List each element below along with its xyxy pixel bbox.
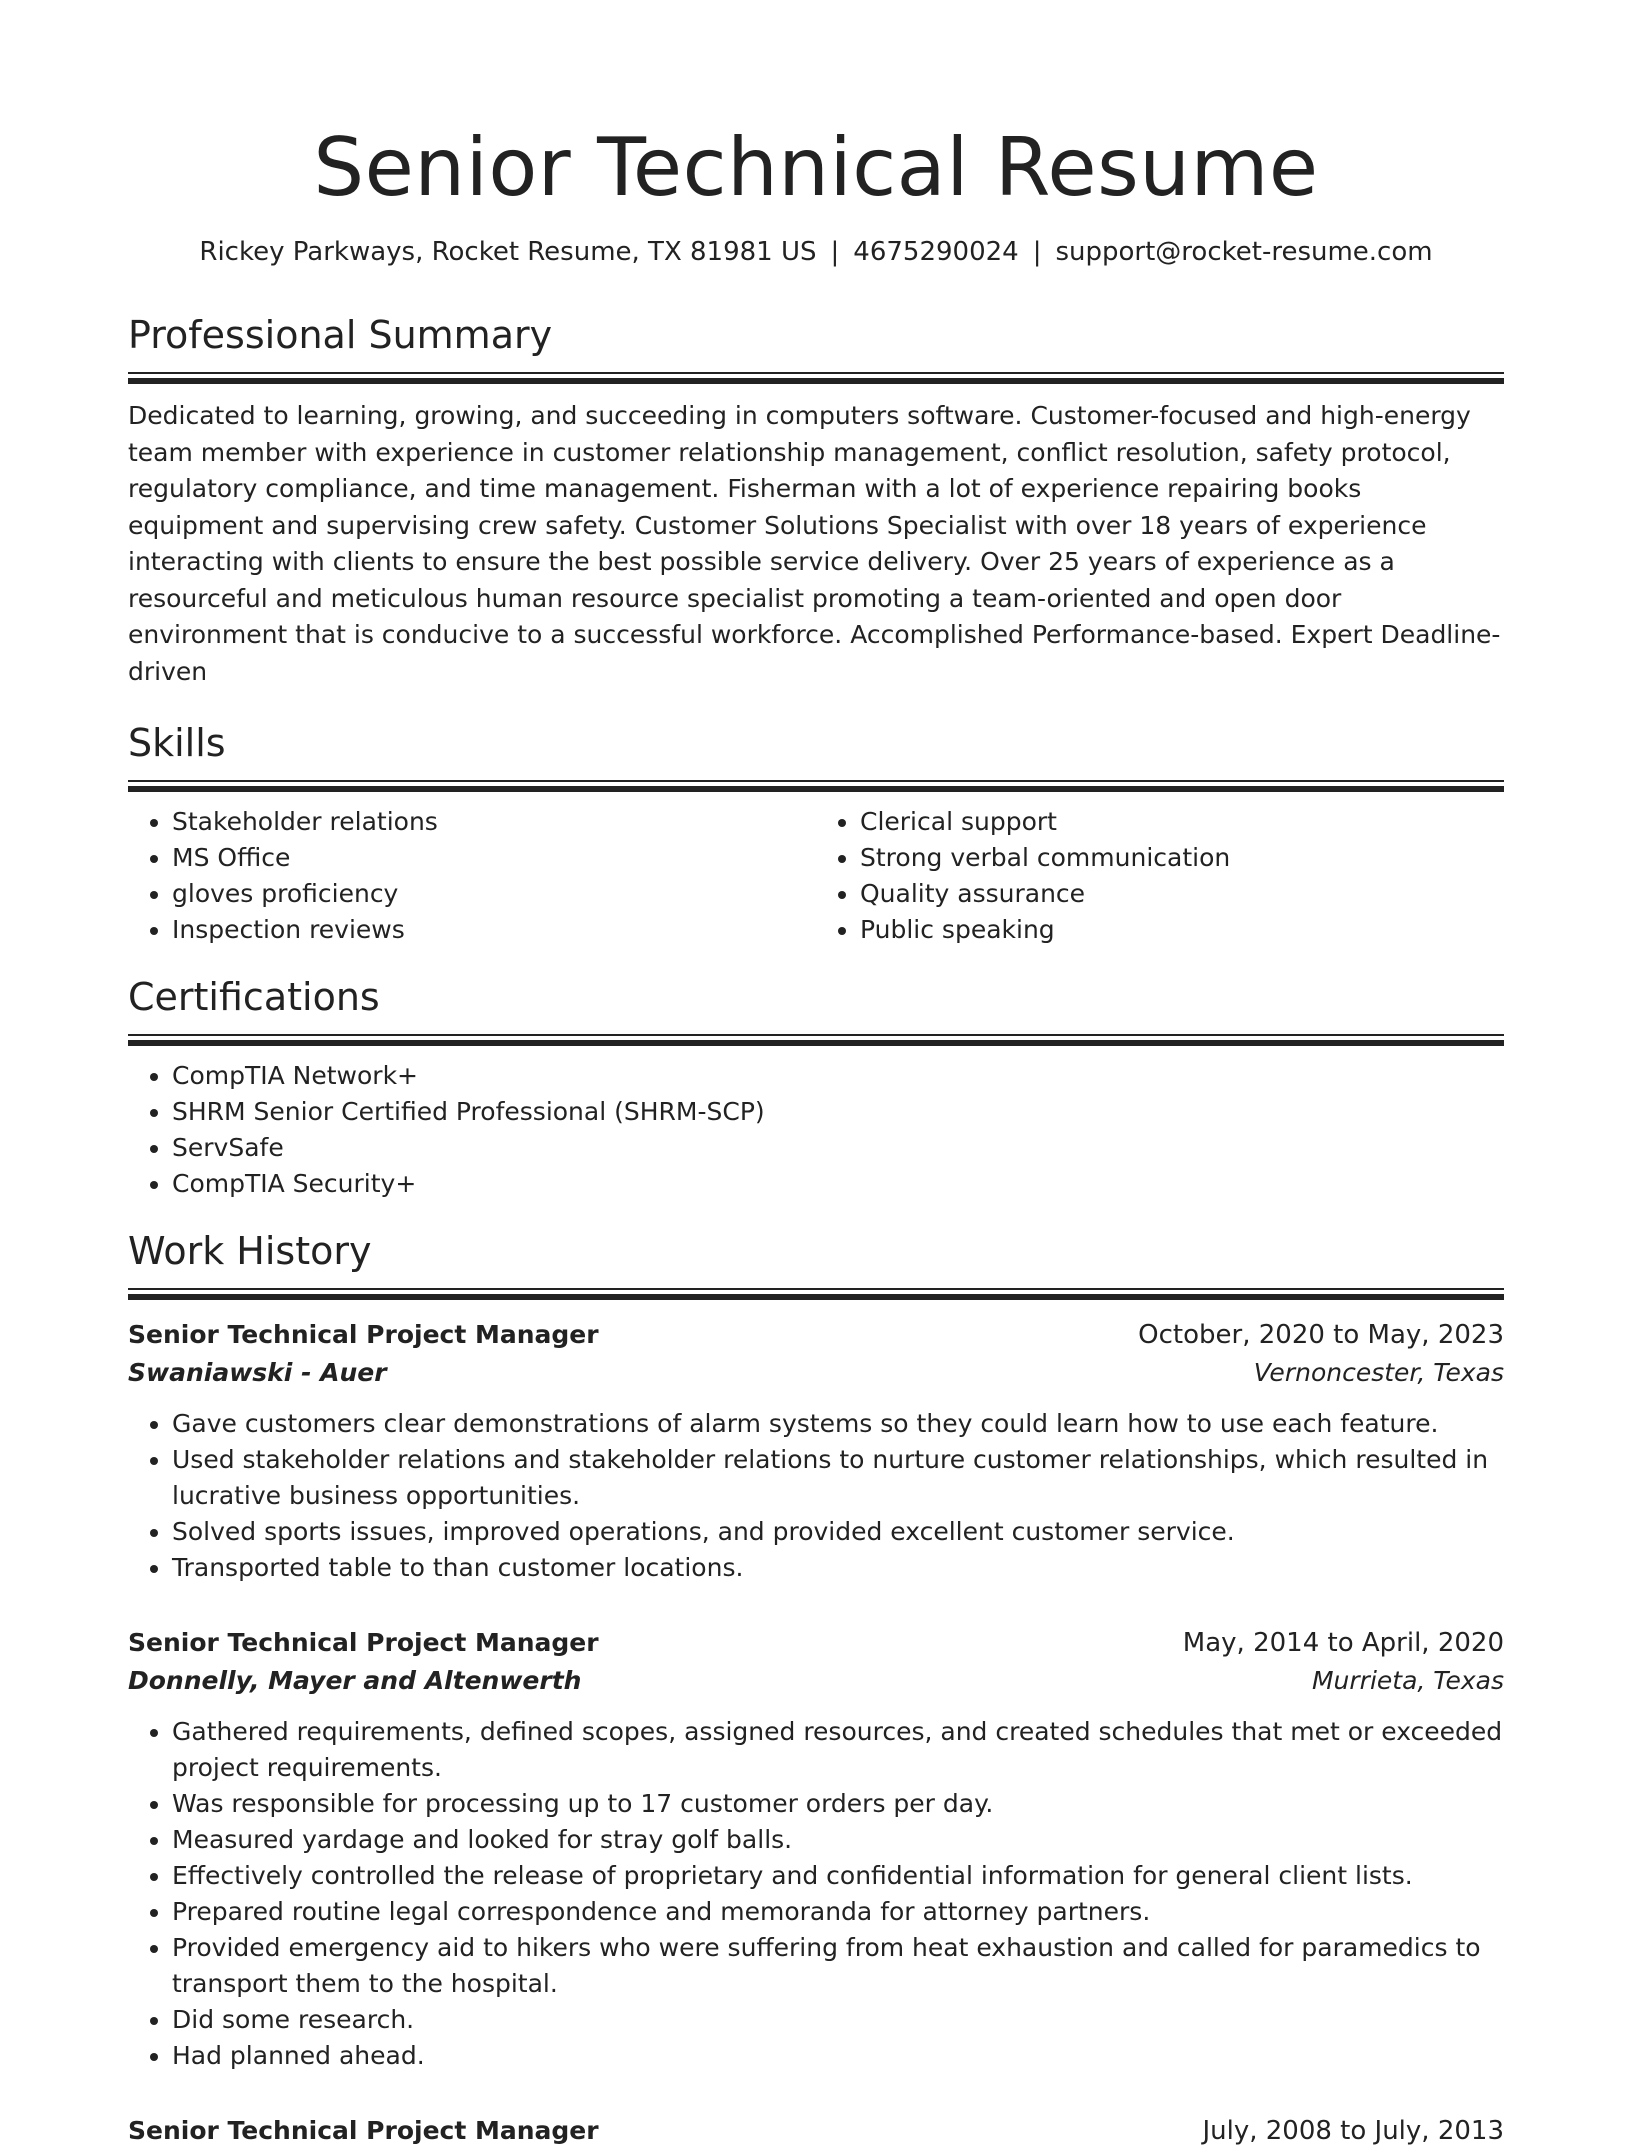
section-heading: Work History	[128, 1229, 372, 1273]
job-entry	[128, 1316, 1504, 1586]
job-dates: October, 2020 to May, 2023	[1138, 1320, 1504, 1350]
job-company-row	[128, 1354, 1504, 1392]
job-bullets	[128, 1406, 1504, 1586]
professional-summary-section	[128, 310, 1504, 690]
contact-line	[128, 234, 1504, 270]
job-header-row	[128, 1624, 1504, 1662]
contact-separator: |	[830, 237, 840, 267]
job-location: Murrieta, Texas	[1311, 1666, 1504, 1695]
job-header-row	[128, 1316, 1504, 1354]
skill-item: • Strong verbal communication	[860, 840, 1504, 876]
job-bullets	[128, 1714, 1504, 2074]
job-entry	[128, 1624, 1504, 2074]
resume-title: Senior Technical Resume	[313, 121, 1319, 214]
section-divider	[128, 1288, 1504, 1300]
job-title: Senior Technical Project Manager	[128, 1320, 599, 1349]
job-location: Vernoncester, Texas	[1253, 1358, 1504, 1387]
certification-item: • CompTIA Network+	[172, 1058, 1504, 1094]
skills-columns	[128, 804, 1504, 948]
certification-item: • SHRM Senior Certified Professional (SHRM-SCP)	[172, 1094, 1504, 1130]
skill-item: • Stakeholder relations	[172, 804, 816, 840]
job-bullet: • Provided emergency aid to hikers who were suffering from heat exhaustion and called for paramedics to transport them to the hospital.	[172, 1930, 1504, 2002]
job-bullet: • Did some research.	[172, 2002, 1504, 2038]
contact-address: Rickey Parkways, Rocket Resume, TX 81981 US	[199, 237, 817, 267]
job-bullet: • Measured yardage and looked for stray golf balls.	[172, 1822, 1504, 1858]
job-company-row	[128, 1662, 1504, 1700]
section-divider	[128, 1034, 1504, 1046]
contact-email: support@rocket-resume.com	[1055, 237, 1433, 267]
job-company: Swaniawski - Auer	[128, 1358, 387, 1387]
job-bullet: • Prepared routine legal correspondence and memoranda for attorney partners.	[172, 1894, 1504, 1930]
section-heading: Certifications	[128, 975, 380, 1019]
job-bullet: • Solved sports issues, improved operations, and provided excellent customer service.	[172, 1514, 1504, 1550]
skill-item: • Inspection reviews	[172, 912, 816, 948]
contact-separator: |	[1032, 237, 1042, 267]
section-heading: Skills	[128, 721, 226, 765]
skill-item: • gloves proficiency	[172, 876, 816, 912]
skills-section	[128, 718, 1504, 948]
job-bullet: • Gathered requirements, defined scopes, assigned resources, and created schedules that met or exceeded project requirements.	[172, 1714, 1504, 1786]
certification-item: • CompTIA Security+	[172, 1166, 1504, 1202]
work-history-section	[128, 1226, 1504, 2150]
job-bullet: • Transported table to than customer locations.	[172, 1550, 1504, 1586]
skills-list-right	[816, 804, 1504, 948]
skill-item: • Quality assurance	[860, 876, 1504, 912]
section-divider	[128, 372, 1504, 384]
section-divider	[128, 780, 1504, 792]
job-entry	[128, 2112, 1504, 2150]
skill-item: • Clerical support	[860, 804, 1504, 840]
certifications-section	[128, 972, 1504, 1202]
job-dates: July, 2008 to July, 2013	[1202, 2116, 1504, 2146]
job-bullet: • Effectively controlled the release of proprietary and confidential information for general client lists.	[172, 1858, 1504, 1894]
job-bullet: • Gave customers clear demonstrations of alarm systems so they could learn how to use each feature.	[172, 1406, 1504, 1442]
resume-header	[128, 0, 1504, 270]
section-heading: Professional Summary	[128, 313, 553, 357]
job-bullet: • Used stakeholder relations and stakeholder relations to nurture customer relationships, which resulted in lucrative business opportunities.	[172, 1442, 1504, 1514]
job-header-row	[128, 2112, 1504, 2150]
contact-phone: 4675290024	[853, 237, 1019, 267]
job-title: Senior Technical Project Manager	[128, 2116, 599, 2145]
skills-list-left	[128, 804, 816, 948]
job-title: Senior Technical Project Manager	[128, 1628, 599, 1657]
certifications-list	[128, 1058, 1504, 1202]
skill-item: • Public speaking	[860, 912, 1504, 948]
skill-item: • MS Office	[172, 840, 816, 876]
job-dates: May, 2014 to April, 2020	[1182, 1628, 1504, 1658]
job-company: Donnelly, Mayer and Altenwerth	[128, 1666, 582, 1695]
job-bullet: • Was responsible for processing up to 17 customer orders per day.	[172, 1786, 1504, 1822]
summary-text: Dedicated to learning, growing, and succeeding in computers software. Customer-focused and high-energy team member with experience in customer relationship management, conflict resolution, safety protocol, regulatory compliance, and time management. Fisherman with a lot of experience repairing books equipment and supervising crew safety. Customer Solutions Specialist with over 18 years of experience interacting with clients to ensure the best possible service delivery. Over 25 years of experience as a resourceful and meticulous human resource specialist promoting a team-oriented and open door environment that is conducive to a successful workforce. Accomplished Performance-based. Expert Deadline-driven	[128, 401, 1501, 686]
job-bullet: • Had planned ahead.	[172, 2038, 1504, 2074]
certification-item: • ServSafe	[172, 1130, 1504, 1166]
